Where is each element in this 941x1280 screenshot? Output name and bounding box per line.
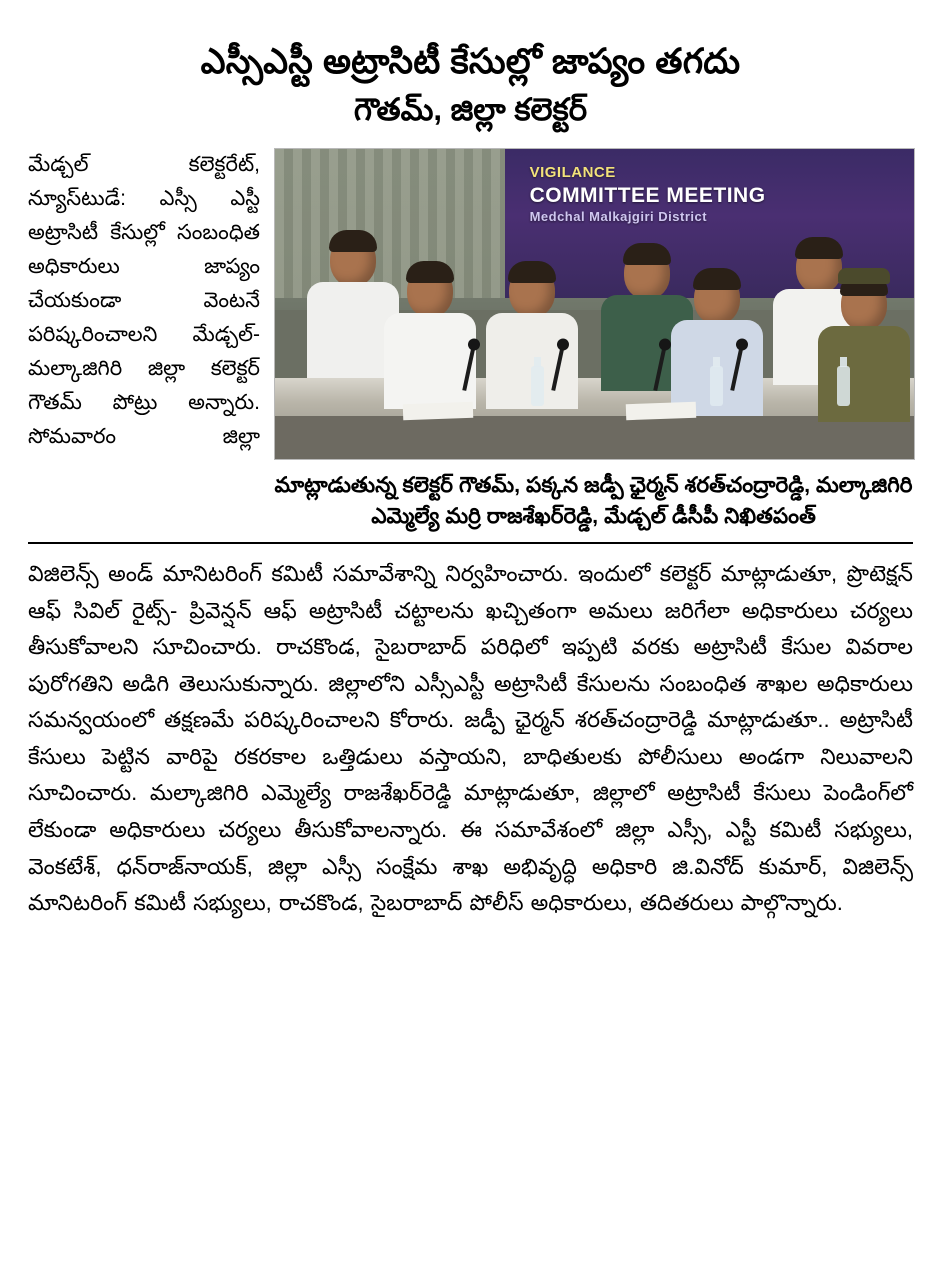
article-body bbox=[28, 556, 913, 921]
banner-line-3: Medchal Malkajgiri District bbox=[529, 208, 708, 224]
banner-line-2: COMMITTEE MEETING bbox=[529, 183, 766, 207]
photo-banner-text bbox=[530, 164, 898, 225]
article-photo bbox=[274, 148, 915, 460]
photo-tablecloth bbox=[275, 416, 914, 459]
paper-sheet bbox=[626, 402, 697, 420]
photo-column bbox=[274, 148, 913, 532]
water-bottle bbox=[531, 366, 544, 406]
page-title: ఎస్సీఎస్టీ అట్రాసిటీ కేసుల్లో జాప్యం తగదు bbox=[200, 42, 741, 81]
article-body-paragraph: విజిలెన్స్ అండ్ మానిటరింగ్ కమిటీ సమావేశాన్ని నిర్వహించారు. ఇందులో కలెక్టర్ మాట్లాడుతూ, ప్రొటెక్షన్ ఆఫ్ సివిల్ రైట్స్- ప్రివెన్షన్ ఆఫ్ అట్రాసిటీ చట్టాలను ఖచ్చితంగా అమలు జరిగేలా అధికారులు చర్యలు తీసుకోవాలని సూచించారు. రాచకొండ, సైబరాబాద్ పరిధిలో ఇప్పటి వరకు అట్రాసిటీ కేసుల వివరాల పురోగతిని అడిగి తెలుసుకున్నారు. జిల్లాలోని ఎస్సీఎస్టీ అట్రాసిటీ కేసులను సంబంధిత శాఖల అధికారులు సమన్వయంలో తక్షణమే పరిష్కరించాలని కోరారు. జడ్పీ ఛైర్మన్ శరత్‌చంద్రారెడ్డి మాట్లాడుతూ.. అట్రాసిటీ కేసులు పెట్టిన వారిపై రకరకాల ఒత్తిడులు వస్తాయని, బాధితులకు పోలీసులు అండగా నిలువాలని సూచించారు. మల్కాజిగిరి ఎమ్మెల్యే రాజశేఖర్‌రెడ్డి మాట్లాడుతూ, జిల్లాలో అట్రాసిటీ కేసులు పెండింగ్‌లో లేకుండా అధికారులు చర్యలు తీసుకోవాలన్నారు. ఈ సమావేశంలో జిల్లా ఎస్సీ, ఎస్టీ కమిటీ సభ్యులు, వెంకటేశ్, ధన్‌రాజ్‌నాయక్, జిల్లా ఎస్సీ సంక్షేమ శాఖ అభివృద్ధి అధికారి జి.వినోద్ కుమార్, విజిలెన్స్ మానిటరింగ్ కమిటీ సభ్యులు, రాచకొండ, సైబరాబాద్ పోలీస్ అధికారులు, తదితరులు పాల్గొన్నారు. bbox=[28, 561, 913, 916]
water-bottle bbox=[837, 366, 850, 406]
banner-line-1: VIGILANCE bbox=[529, 163, 616, 181]
page-subtitle: గౌతమ్, జిల్లా కలెక్టర్ bbox=[353, 91, 588, 127]
lead-paragraph: మేడ్చల్ కలెక్టరేట్, న్యూస్‌టుడే: ఎస్సీ ఎస్టీ అట్రాసిటీ కేసుల్లో సంబంధిత అధికారులు జాప్యం చేయకుండా వెంటనే పరిష్కరించాలని మేడ్చల్-మల్కాజిగిరి జిల్లా కలెక్టర్ గౌతమ్ పోట్రు అన్నారు. సోమవారం జిల్లా bbox=[28, 153, 260, 449]
top-block bbox=[28, 148, 913, 532]
paper-sheet bbox=[403, 402, 474, 420]
water-bottle bbox=[710, 366, 723, 406]
divider bbox=[28, 542, 913, 544]
photo-caption: మాట్లాడుతున్న కలెక్టర్ గౌతమ్, పక్కన జడ్పీ ఛైర్మన్ శరత్‌చంద్రారెడ్డి, మల్కాజిగిరి ఎమ్మెల్యే మర్రి రాజశేఖర్‌రెడ్డి, మేడ్చల్ డీసీపీ నిఖితపంత్ bbox=[274, 473, 913, 529]
photo-person-police bbox=[818, 278, 910, 422]
